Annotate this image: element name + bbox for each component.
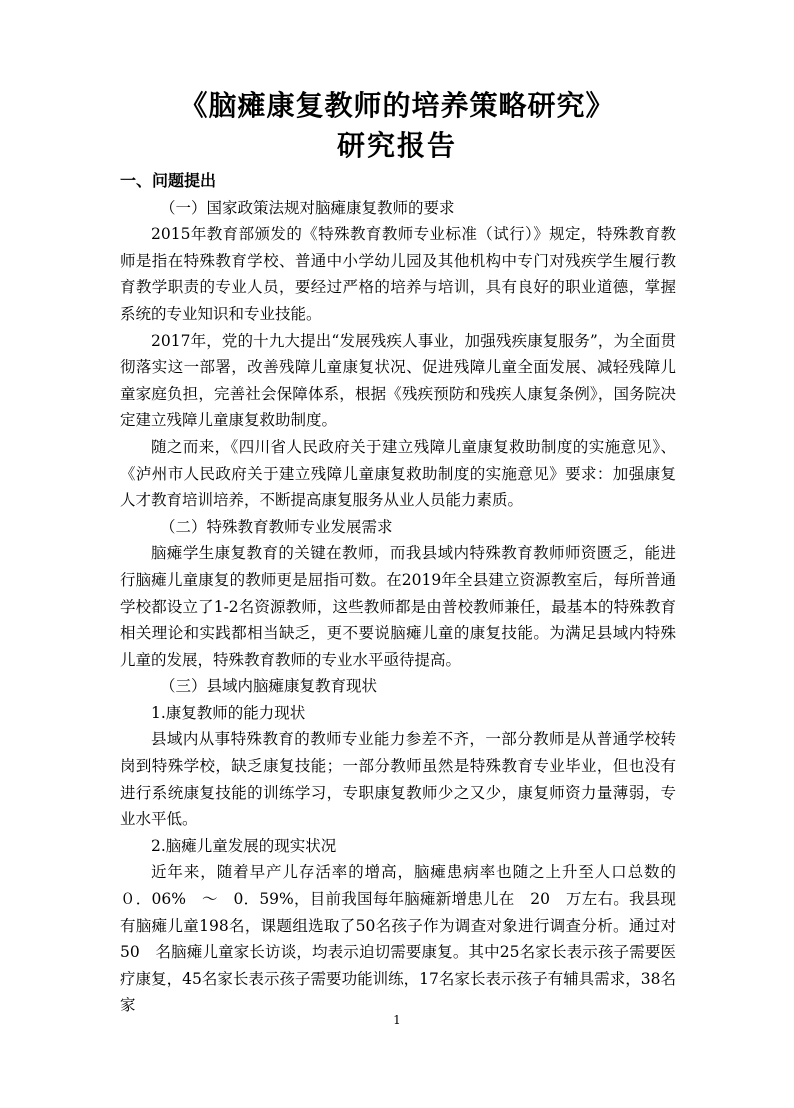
subsection-heading-2: （二）特殊教育教师专业发展需求 (160, 517, 393, 536)
paragraph-2: 2017年，党的十九大提出“发展残疾人事业，加强残疾康复服务”，为全面贯彻落实这一部署，改善残障儿童康复状况、促进残障儿童全面发展、减轻残障儿童家庭负担，完善社会保障体系，根据《残疾预防和残疾人康复条例》，国务院决定建立残障儿童康复救助制度。 (120, 331, 676, 430)
document-body (120, 168, 676, 1019)
paragraph-3: 随之而来，《四川省人民政府关于建立残障儿童康复救助制度的实施意见》、《泸州市人民政府关于建立残障儿童康复救助制度的实施意见》要求：加强康复人才教育培训培养，不断提高康复服务从业人员能力素质。 (120, 437, 676, 510)
paragraph-5: 县域内从事特殊教育的教师专业能力参差不齐，一部分教师是从普通学校转岗到特殊学校，缺乏康复技能；一部分教师虽然是特殊教育专业毕业，但也没有进行系统康复技能的训练学习，专职康复教师少之又少，康复师资力量薄弱，专业水平低。 (120, 730, 676, 829)
document-title: 《脑瘫康复教师的培养策略研究》 (179, 89, 615, 122)
paragraph-1: 2015年教育部颁发的《特殊教育教师专业标准（试行）》规定，特殊教育教师是指在特殊教育学校、普通中小学幼儿园及其他机构中专门对残疾学生履行教育教学职责的专业人员，要经过严格的培养与培训，具有良好的职业道德，掌握系统的专业知识和专业技能。 (120, 225, 676, 323)
document-subtitle: 研究报告 (336, 129, 457, 162)
item-heading-2: 2.脑瘫儿童发展的现实状况 (151, 836, 337, 855)
paragraph-6: 近年来，随着早产儿存活率的增高，脑瘫患病率也随之上升至人口总数的０．06% ～ 0．59%，目前我国每年脑瘫新增患儿在 20 万左右。我县现有脑瘫儿童198名，课题组选取了50名孩子作为调查对象进行调查分析。通过对50 名脑瘫儿童家长访谈，均表示迫切需要康复。其中25名家长表示孩子需要医疗康复，45名家长表示孩子需要功能训练，17名家长表示孩子有辅具需求，38名家 (120, 863, 676, 1015)
item-heading-1: 1.康复教师的能力现状 (151, 703, 306, 722)
subsection-heading-1: （一）国家政策法规对脑瘫康复教师的要求 (160, 198, 455, 217)
paragraph-4: 脑瘫学生康复教育的关键在教师，而我县域内特殊教育教师师资匮乏，能进行脑瘫儿童康复的教师更是屈指可数。在2019年全县建立资源教室后，每所普通学校都设立了1-2名资源教师，这些教师都是由普校教师兼任，最基本的特殊教育相关理论和实践都相当缺乏，更不要说脑瘫儿童的康复技能。为满足县域内特殊儿童的发展，特殊教育教师的专业水平亟待提高。 (120, 544, 676, 669)
section-heading-1: 一、问题提出 (120, 171, 217, 190)
subsection-heading-3: （三）县域内脑瘫康复教育现状 (160, 677, 378, 696)
page-number: 1 (393, 1013, 401, 1027)
